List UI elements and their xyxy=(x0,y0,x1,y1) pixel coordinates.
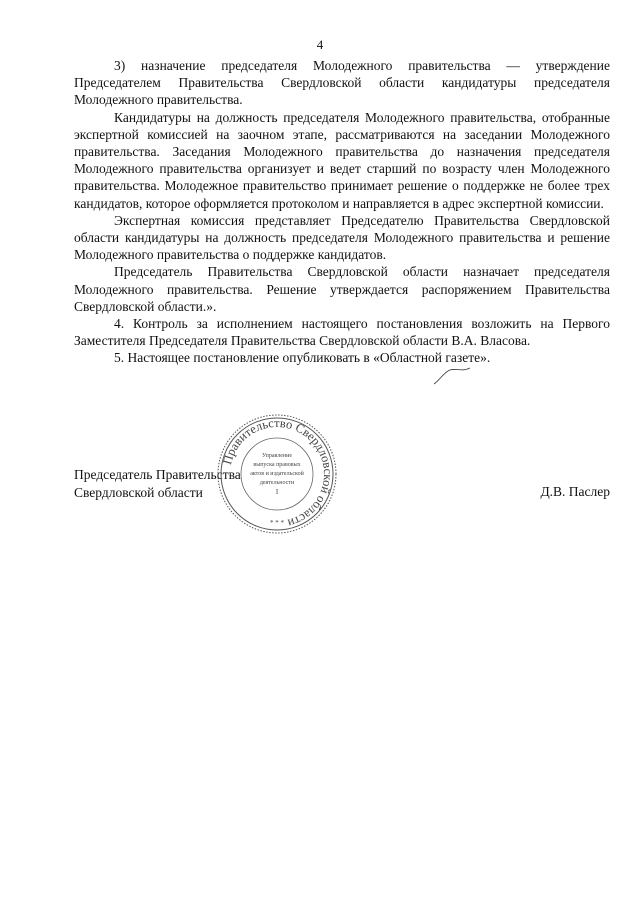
seal-inner-line-2: выпуска правовых xyxy=(253,462,301,468)
seal-inner-line-4: деятельности xyxy=(259,480,295,486)
seal-inner-line-3: актов и издательской xyxy=(250,471,304,477)
document-body xyxy=(74,57,610,367)
seal-inner-line-1: Управление xyxy=(261,453,293,459)
handwritten-mark xyxy=(432,366,472,388)
seal-inner-line-5: I xyxy=(275,488,279,496)
paragraph-control: 4. Контроль за исполнением настоящего постановления возложить на Первого Заместителя Председателя Правительства Свердловской области В.А. Власова. xyxy=(74,316,610,349)
official-seal xyxy=(216,413,338,535)
paragraph-candidates: Кандидатуры на должность председателя Молодежного правительства, отобранные экспертной комиссией на заочном этапе, рассматриваются на заседании Молодежного правительства. Заседания Молодежного правительства до назначения председателя Молодежного правительства организует и ведет старший по возрасту член Молодежного правительства. Молодежное правительство принимает решение о поддержке не более трех кандидатов, которое оформляется протоколом и направляется в адрес экспертной комиссии. xyxy=(74,109,610,211)
paragraph-chairman-appoints: Председатель Правительства Свердловской области назначает председателя Молодежного правительства. Решение утверждается распоряжением Правительства Свердловской области.». xyxy=(74,264,610,314)
seal-outer-text: Правительство Свердловской области xyxy=(220,415,336,531)
page-number: 4 xyxy=(316,37,324,52)
seal-stars: * * * xyxy=(270,519,284,527)
paragraph-expert-commission: Экспертная комиссия представляет Председателю Правительства Свердловской области кандидатуры на должность председателя Молодежного правительства и решение Молодежного правительства о поддержке кандидатов. xyxy=(74,212,610,263)
paragraph-publication: 5. Настоящее постановление опубликовать в «Областной газете». xyxy=(114,350,491,366)
signatory-name: Д.В. Паслер xyxy=(540,484,610,499)
paragraph-appointment: 3) назначение председателя Молодежного правительства — утверждение Председателем Правительства Свердловской области кандидатуры председателя Молодежного правительства. xyxy=(74,58,610,108)
signatory-title-line2: Свердловской области xyxy=(74,484,203,500)
signatory-title-line1: Председатель Правительства xyxy=(74,467,241,482)
